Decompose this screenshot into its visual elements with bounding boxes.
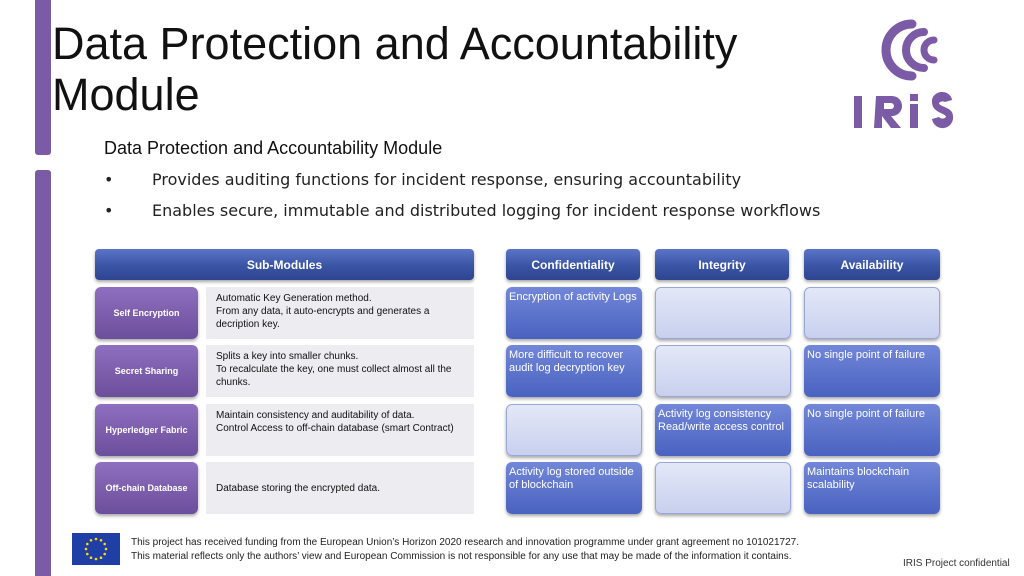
availability-cell: Maintains blockchain scalability xyxy=(804,462,940,514)
confidentiality-cell: More difficult to recover audit log decryption key xyxy=(506,345,642,397)
row-description: Database storing the encrypted data. xyxy=(206,462,474,514)
row-label-off-chain-database: Off-chain Database xyxy=(95,462,198,514)
row-description: Splits a key into smaller chunks. To recalculate the key, one must collect almost all the chunks. xyxy=(206,345,474,397)
section-heading: Data Protection and Accountability Module xyxy=(104,138,443,158)
header-integrity: Integrity xyxy=(655,249,789,280)
bullet-marker: • xyxy=(104,170,114,189)
page-title: Data Protection and Accountability Module xyxy=(52,18,738,120)
confidentiality-cell: Activity log stored outside of blockchain xyxy=(506,462,642,514)
header-availability: Availability xyxy=(804,249,940,280)
left-accent-bar-top xyxy=(35,0,51,155)
row-label-self-encryption: Self Encryption xyxy=(95,287,198,339)
header-sub-modules: Sub-Modules xyxy=(95,249,474,280)
left-accent-bar-bottom xyxy=(35,170,51,576)
funding-disclaimer xyxy=(131,536,799,564)
integrity-cell: Activity log consistency Read/write access control xyxy=(655,404,791,456)
confidentiality-cell xyxy=(506,404,642,456)
bullet-text: Provides auditing functions for incident response, ensuring accountability xyxy=(152,170,742,189)
integrity-cell xyxy=(655,287,791,339)
disclaimer-line: This material reflects only the authors’ view and European Commission is not responsible for any use that may be made of the information it contains. xyxy=(131,551,792,562)
eu-flag-icon xyxy=(72,533,120,565)
row-description: Automatic Key Generation method. From any data, it auto-encrypts and generates a decription key. xyxy=(206,287,474,339)
integrity-cell xyxy=(655,462,791,514)
availability-cell: No single point of failure xyxy=(804,345,940,397)
iris-logo xyxy=(850,18,975,133)
integrity-cell xyxy=(655,345,791,397)
confidential-label: IRIS Project confidential xyxy=(903,558,1010,569)
row-label-hyperledger-fabric: Hyperledger Fabric xyxy=(95,404,198,456)
funding-line: This project has received funding from the European Union’s Horizon 2020 research and innovation programme under grant agreement no 101021727. xyxy=(131,537,800,548)
availability-cell xyxy=(804,287,940,339)
row-label-secret-sharing: Secret Sharing xyxy=(95,345,198,397)
header-confidentiality: Confidentiality xyxy=(506,249,640,280)
row-description: Maintain consistency and auditability of data. Control Access to off-chain database (smart Contract) xyxy=(206,404,474,456)
availability-cell: No single point of failure xyxy=(804,404,940,456)
bullet-text: Enables secure, immutable and distributed logging for incident response workflows xyxy=(152,201,821,220)
confidentiality-cell: Encryption of activity Logs xyxy=(506,287,642,339)
bullet-marker: • xyxy=(104,201,114,220)
